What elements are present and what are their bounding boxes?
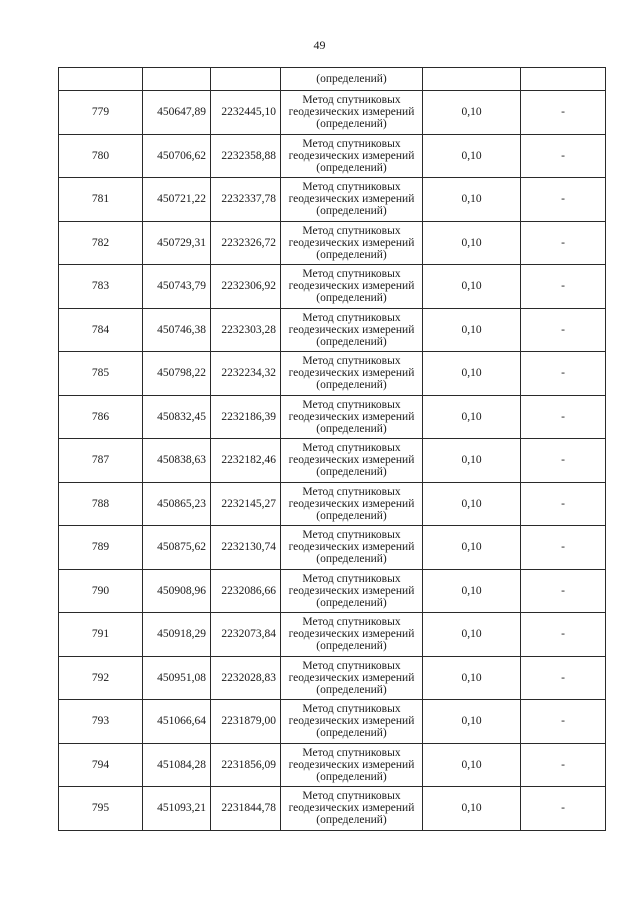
description-cell: - — [521, 613, 606, 657]
method-line: геодезических измерений — [288, 758, 415, 771]
x-coordinate-cell: 450746,38 — [143, 308, 211, 352]
precision-cell: 0,10 — [423, 178, 521, 222]
point-number-cell: 793 — [59, 700, 143, 744]
method-cell — [281, 134, 423, 178]
method-line: геодезических измерений — [288, 410, 415, 423]
x-coordinate-cell: 450918,29 — [143, 613, 211, 657]
method-line: (определений) — [316, 205, 387, 218]
table-row — [59, 526, 606, 570]
method-cell — [281, 569, 423, 613]
method-cell — [281, 178, 423, 222]
point-number-cell: 792 — [59, 656, 143, 700]
precision-cell: 0,10 — [423, 308, 521, 352]
precision-cell: 0,10 — [423, 439, 521, 483]
y-coordinate-cell: 2232073,84 — [211, 613, 281, 657]
point-number-cell: 795 — [59, 787, 143, 831]
x-coordinate-cell: 450875,62 — [143, 526, 211, 570]
table-row — [59, 656, 606, 700]
description-cell: - — [521, 352, 606, 396]
description-cell: - — [521, 526, 606, 570]
method-line: Метод спутниковых — [302, 529, 401, 542]
method-cell — [281, 352, 423, 396]
description-cell: - — [521, 221, 606, 265]
table-body — [59, 68, 606, 831]
method-cell — [281, 308, 423, 352]
method-line: Метод спутниковых — [302, 311, 401, 324]
method-line: геодезических измерений — [288, 802, 415, 815]
table-row — [59, 91, 606, 135]
method-line: (определений) — [316, 248, 387, 261]
point-number-cell: 785 — [59, 352, 143, 396]
method-line: Метод спутниковых — [302, 137, 401, 150]
method-line: геодезических измерений — [288, 628, 415, 641]
method-line: Метод спутниковых — [302, 94, 401, 107]
x-coordinate-cell: 450838,63 — [143, 439, 211, 483]
precision-cell: 0,10 — [423, 91, 521, 135]
point-number-cell — [59, 68, 143, 91]
method-line: геодезических измерений — [288, 497, 415, 510]
x-coordinate-cell: 450743,79 — [143, 265, 211, 309]
page-number: 49 — [313, 38, 326, 52]
table-row — [59, 613, 606, 657]
precision-cell: 0,10 — [423, 526, 521, 570]
x-coordinate-cell — [143, 68, 211, 91]
x-coordinate-cell: 450865,23 — [143, 482, 211, 526]
table-row — [59, 352, 606, 396]
method-line: геодезических измерений — [288, 584, 415, 597]
table-row — [59, 700, 606, 744]
method-cell — [281, 526, 423, 570]
continuation-row — [59, 68, 606, 91]
precision-cell: 0,10 — [423, 395, 521, 439]
point-number-cell: 790 — [59, 569, 143, 613]
precision-cell: 0,10 — [423, 134, 521, 178]
table-row — [59, 178, 606, 222]
method-cell — [281, 787, 423, 831]
description-cell: - — [521, 134, 606, 178]
table-row — [59, 308, 606, 352]
y-coordinate-cell: 2232358,88 — [211, 134, 281, 178]
y-coordinate-cell: 2232234,32 — [211, 352, 281, 396]
method-line: (определений) — [316, 727, 387, 740]
method-line: (определений) — [316, 422, 387, 435]
method-line: Метод спутниковых — [302, 224, 401, 237]
y-coordinate-cell: 2232303,28 — [211, 308, 281, 352]
description-cell: - — [521, 91, 606, 135]
method-line: (определений) — [316, 292, 387, 305]
method-line: (определений) — [316, 683, 387, 696]
point-number-cell: 779 — [59, 91, 143, 135]
precision-cell: 0,10 — [423, 482, 521, 526]
method-line: Метод спутниковых — [302, 790, 401, 803]
method-cell — [281, 656, 423, 700]
x-coordinate-cell: 450721,22 — [143, 178, 211, 222]
method-line: Метод спутниковых — [302, 659, 401, 672]
table-row — [59, 482, 606, 526]
method-line: (определений) — [316, 509, 387, 522]
method-cell — [281, 91, 423, 135]
method-line: Метод спутниковых — [302, 398, 401, 411]
description-cell: - — [521, 569, 606, 613]
description-cell: - — [521, 787, 606, 831]
point-number-cell: 791 — [59, 613, 143, 657]
method-line: геодезических измерений — [288, 323, 415, 336]
method-line: (определений) — [316, 379, 387, 392]
x-coordinate-cell: 451066,64 — [143, 700, 211, 744]
description-cell: - — [521, 265, 606, 309]
y-coordinate-cell: 2232186,39 — [211, 395, 281, 439]
method-cell — [281, 395, 423, 439]
method-cell — [281, 482, 423, 526]
method-line: (определений) — [316, 118, 387, 131]
point-number-cell: 787 — [59, 439, 143, 483]
point-number-cell: 789 — [59, 526, 143, 570]
method-cell — [281, 743, 423, 787]
y-coordinate-cell: 2231856,09 — [211, 743, 281, 787]
y-coordinate-cell: 2232326,72 — [211, 221, 281, 265]
x-coordinate-cell: 450798,22 — [143, 352, 211, 396]
method-line: Метод спутниковых — [302, 616, 401, 629]
method-line: Метод спутниковых — [302, 703, 401, 716]
method-cell — [281, 439, 423, 483]
precision-cell: 0,10 — [423, 613, 521, 657]
precision-cell: 0,10 — [423, 569, 521, 613]
method-line: геодезических измерений — [288, 193, 415, 206]
x-coordinate-cell: 450729,31 — [143, 221, 211, 265]
y-coordinate-cell: 2232086,66 — [211, 569, 281, 613]
method-line: (определений) — [316, 640, 387, 653]
description-cell: - — [521, 308, 606, 352]
point-number-cell: 783 — [59, 265, 143, 309]
table-row — [59, 787, 606, 831]
point-number-cell: 780 — [59, 134, 143, 178]
description-cell: - — [521, 656, 606, 700]
method-line: (определений) — [316, 335, 387, 348]
table-row — [59, 134, 606, 178]
y-coordinate-cell: 2231879,00 — [211, 700, 281, 744]
precision-cell — [423, 68, 521, 91]
method-line: геодезических измерений — [288, 367, 415, 380]
precision-cell: 0,10 — [423, 787, 521, 831]
precision-cell: 0,10 — [423, 221, 521, 265]
method-line: Метод спутниковых — [302, 268, 401, 281]
x-coordinate-cell: 450647,89 — [143, 91, 211, 135]
description-cell: - — [521, 178, 606, 222]
description-cell: - — [521, 439, 606, 483]
method-cell — [281, 613, 423, 657]
method-line: Метод спутниковых — [302, 442, 401, 455]
y-coordinate-cell: 2232028,83 — [211, 656, 281, 700]
method-line: геодезических измерений — [288, 280, 415, 293]
y-coordinate-cell: 2232445,10 — [211, 91, 281, 135]
method-cell: (определений) — [281, 68, 423, 91]
precision-cell: 0,10 — [423, 700, 521, 744]
table-row — [59, 743, 606, 787]
table-row — [59, 395, 606, 439]
y-coordinate-cell — [211, 68, 281, 91]
method-line: Метод спутниковых — [302, 485, 401, 498]
method-line: геодезических измерений — [288, 671, 415, 684]
method-cell — [281, 265, 423, 309]
table-row — [59, 569, 606, 613]
method-line: (определений) — [316, 596, 387, 609]
method-line: Метод спутниковых — [302, 181, 401, 194]
method-line: (определений) — [316, 770, 387, 783]
y-coordinate-cell: 2232130,74 — [211, 526, 281, 570]
precision-cell: 0,10 — [423, 656, 521, 700]
method-line: геодезических измерений — [288, 541, 415, 554]
description-cell: - — [521, 700, 606, 744]
y-coordinate-cell: 2232306,92 — [211, 265, 281, 309]
precision-cell: 0,10 — [423, 352, 521, 396]
table-row — [59, 439, 606, 483]
method-line: (определений) — [316, 553, 387, 566]
method-cell — [281, 221, 423, 265]
description-cell — [521, 68, 606, 91]
point-number-cell: 782 — [59, 221, 143, 265]
description-cell: - — [521, 482, 606, 526]
description-cell: - — [521, 743, 606, 787]
method-line: геодезических измерений — [288, 149, 415, 162]
coordinates-table — [58, 67, 606, 831]
point-number-cell: 786 — [59, 395, 143, 439]
y-coordinate-cell: 2232182,46 — [211, 439, 281, 483]
x-coordinate-cell: 450832,45 — [143, 395, 211, 439]
precision-cell: 0,10 — [423, 743, 521, 787]
y-coordinate-cell: 2232337,78 — [211, 178, 281, 222]
x-coordinate-cell: 451084,28 — [143, 743, 211, 787]
point-number-cell: 788 — [59, 482, 143, 526]
method-line: геодезических измерений — [288, 106, 415, 119]
method-line: Метод спутниковых — [302, 355, 401, 368]
point-number-cell: 784 — [59, 308, 143, 352]
x-coordinate-cell: 451093,21 — [143, 787, 211, 831]
method-line: геодезических измерений — [288, 715, 415, 728]
method-line: Метод спутниковых — [302, 572, 401, 585]
x-coordinate-cell: 450951,08 — [143, 656, 211, 700]
y-coordinate-cell: 2232145,27 — [211, 482, 281, 526]
method-line: (определений) — [316, 814, 387, 827]
table-row — [59, 265, 606, 309]
table-row — [59, 221, 606, 265]
point-number-cell: 794 — [59, 743, 143, 787]
precision-cell: 0,10 — [423, 265, 521, 309]
x-coordinate-cell: 450706,62 — [143, 134, 211, 178]
y-coordinate-cell: 2231844,78 — [211, 787, 281, 831]
description-cell: - — [521, 395, 606, 439]
point-number-cell: 781 — [59, 178, 143, 222]
method-line: Метод спутниковых — [302, 746, 401, 759]
method-cell — [281, 700, 423, 744]
method-line: геодезических измерений — [288, 236, 415, 249]
method-line: геодезических измерений — [288, 454, 415, 467]
x-coordinate-cell: 450908,96 — [143, 569, 211, 613]
method-line: (определений) — [316, 161, 387, 174]
method-line: (определений) — [316, 466, 387, 479]
